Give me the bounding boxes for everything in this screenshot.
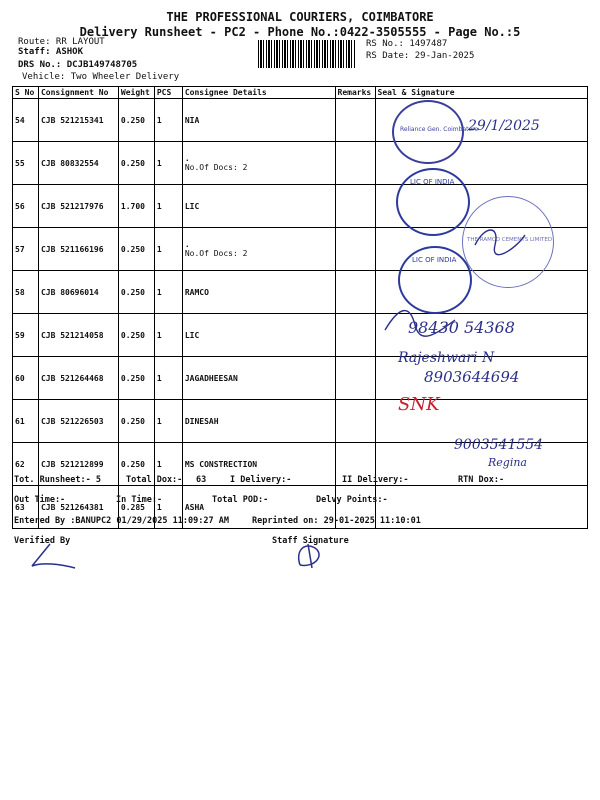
cell-pcs: 1: [154, 228, 182, 271]
rtn-dox: RTN Dox:-: [458, 475, 505, 485]
cell-pcs: 1: [154, 443, 182, 486]
handwritten-initials: SNK: [398, 394, 440, 415]
consignee-name: .: [184, 240, 190, 249]
signature-scribble: [380, 300, 460, 340]
cell-pcs: 1: [154, 400, 182, 443]
cell-remarks: [335, 228, 375, 271]
drs-label: DRS No.: DCJB149748705: [18, 60, 138, 70]
cell-consignment: CJB 521217976: [38, 185, 118, 228]
cell-pcs: 1: [154, 357, 182, 400]
cell-weight: 0.250: [118, 142, 154, 185]
cell-sno: 57: [13, 228, 39, 271]
cell-pcs: 1: [154, 271, 182, 314]
verifier-signature: [20, 542, 80, 572]
delvy-points: Delvy Points:-: [316, 495, 388, 505]
col-seal: Seal & Signature: [375, 87, 588, 99]
verified-by-label: Verified By: [14, 536, 71, 546]
vehicle-label: Vehicle: Two Wheeler Delivery: [22, 72, 180, 82]
cell-weight: 0.250: [118, 443, 154, 486]
staff-signature-mark: [290, 540, 330, 570]
consignee-name: DINESAH: [184, 416, 219, 426]
cell-pcs: 1: [154, 142, 182, 185]
cell-consignment: CJB 521226503: [38, 400, 118, 443]
runsheet-title: Delivery Runsheet - PC2 - Phone No.:0422-3505555 - Page No.:5: [79, 25, 521, 39]
cell-consignee: [182, 142, 335, 185]
cell-weight: 0.250: [118, 314, 154, 357]
cell-weight: 0.250: [118, 400, 154, 443]
cell-remarks: [335, 142, 375, 185]
out-time: Out Time:-: [14, 495, 66, 505]
ramco-signature: [470, 225, 530, 255]
consignee-name: LIC: [184, 330, 200, 340]
cell-consignee: [182, 271, 335, 314]
cell-pcs: 1: [154, 99, 182, 142]
cell-consignee: [182, 314, 335, 357]
cell-remarks: [335, 314, 375, 357]
cell-sno: 61: [13, 400, 39, 443]
cell-sno: 58: [13, 271, 39, 314]
total-runsheet: Tot. Runsheet:- 5: [14, 475, 101, 485]
cell-consignee: [182, 228, 335, 271]
cell-consignment: CJB 521264468: [38, 357, 118, 400]
cell-consignment: CJB 521264381: [38, 486, 118, 529]
entered-by: Entered By :BANUPC2 01/29/2025 11:09:27 AM: [14, 516, 229, 526]
consignee-name: LIC: [184, 201, 200, 211]
staff-label: Staff: ASHOK: [18, 47, 84, 57]
handwritten-name-2: Regina: [488, 456, 527, 469]
cell-pcs: 1: [154, 185, 182, 228]
consignee-name: .: [184, 154, 190, 163]
cell-weight: 0.250: [118, 357, 154, 400]
cell-remarks: [335, 185, 375, 228]
cell-sno: 56: [13, 185, 39, 228]
cell-consignee: [182, 185, 335, 228]
cell-pcs: 1: [154, 314, 182, 357]
in-time: In Time:-: [116, 495, 163, 505]
col-consignee: Consignee Details: [182, 87, 335, 99]
docs-count: No.Of Docs: 2: [184, 249, 248, 258]
cell-consignee: [182, 357, 335, 400]
handwritten-phone-3: 9003541554: [454, 437, 544, 453]
reliance-stamp: [392, 100, 479, 164]
cell-remarks: [335, 99, 375, 142]
cell-remarks: [335, 400, 375, 443]
stamp-text: LIC OF INDIA: [412, 256, 457, 264]
cell-sno: 63: [13, 486, 39, 529]
consignee-name: NIA: [184, 115, 200, 125]
stamp-text: THE RAMCO CEMENTS LIMITED: [467, 237, 553, 243]
cell-consignment: CJB 521166196: [38, 228, 118, 271]
table-header-row: [13, 87, 588, 99]
col-remarks: Remarks: [335, 87, 375, 99]
handwritten-phone-2: 8903644694: [424, 368, 520, 386]
lic-stamp-1: [396, 168, 470, 236]
cell-consignee: [182, 99, 335, 142]
table-row: [13, 142, 588, 185]
stamp-text: Reliance Gen. Coimbatore: [400, 126, 479, 133]
cell-sno: 54: [13, 99, 39, 142]
handwritten-phone-1: 98430 54368: [408, 318, 515, 337]
route-label: Route: RR LAYOUT: [18, 37, 105, 47]
consignee-name: RAMCO: [184, 287, 209, 297]
cell-consignment: CJB 80696014: [38, 271, 118, 314]
total-pod: Total POD:-: [212, 495, 269, 505]
cell-sno: 55: [13, 142, 39, 185]
staff-signature-label: Staff Signature: [272, 536, 349, 546]
cell-remarks: [335, 357, 375, 400]
cell-sno: 62: [13, 443, 39, 486]
col-sno: S No: [13, 87, 39, 99]
cell-consignment: CJB 80832554: [38, 142, 118, 185]
handwritten-date: 29/1/2025: [468, 118, 540, 134]
col-consignment: Consignment No: [38, 87, 118, 99]
col-weight: Weight: [118, 87, 154, 99]
consignee-name: ASHA: [184, 502, 205, 512]
cell-weight: 0.250: [118, 228, 154, 271]
cell-weight: 0.285: [118, 486, 154, 529]
stamp-text: LIC OF INDIA: [410, 178, 455, 186]
i-delivery: I Delivery:-: [230, 475, 292, 485]
cell-consignment: CJB 521214058: [38, 314, 118, 357]
consignee-name: MS CONSTRECTION: [184, 459, 258, 469]
total-dox-label: Total Dox:-: [126, 475, 183, 485]
cell-pcs: 1: [154, 486, 182, 529]
docs-count: No.Of Docs: 2: [184, 163, 248, 172]
total-dox-value: 63: [196, 475, 207, 485]
cell-remarks: [335, 271, 375, 314]
barcode-image: [258, 40, 356, 68]
cell-sno: 60: [13, 357, 39, 400]
cell-consignee: [182, 400, 335, 443]
cell-sno: 59: [13, 314, 39, 357]
consignee-name: JAGADHEESAN: [184, 373, 238, 383]
cell-consignment: CJB 521212899: [38, 443, 118, 486]
cell-weight: 1.700: [118, 185, 154, 228]
col-pcs: PCS: [154, 87, 182, 99]
cell-weight: 0.250: [118, 271, 154, 314]
reprinted-on: Reprinted on: 29-01-2025 11:10:01: [252, 516, 421, 526]
cell-weight: 0.250: [118, 99, 154, 142]
cell-consignment: CJB 521215341: [38, 99, 118, 142]
ii-delivery: II Delivery:-: [342, 475, 409, 485]
rs-number: RS No.: 1497487: [366, 39, 448, 49]
company-title: THE PROFESSIONAL COURIERS, COIMBATORE: [166, 10, 434, 24]
rs-date: RS Date: 29-Jan-2025: [366, 51, 475, 61]
handwritten-name-1: Rajeshwari N: [398, 350, 495, 366]
